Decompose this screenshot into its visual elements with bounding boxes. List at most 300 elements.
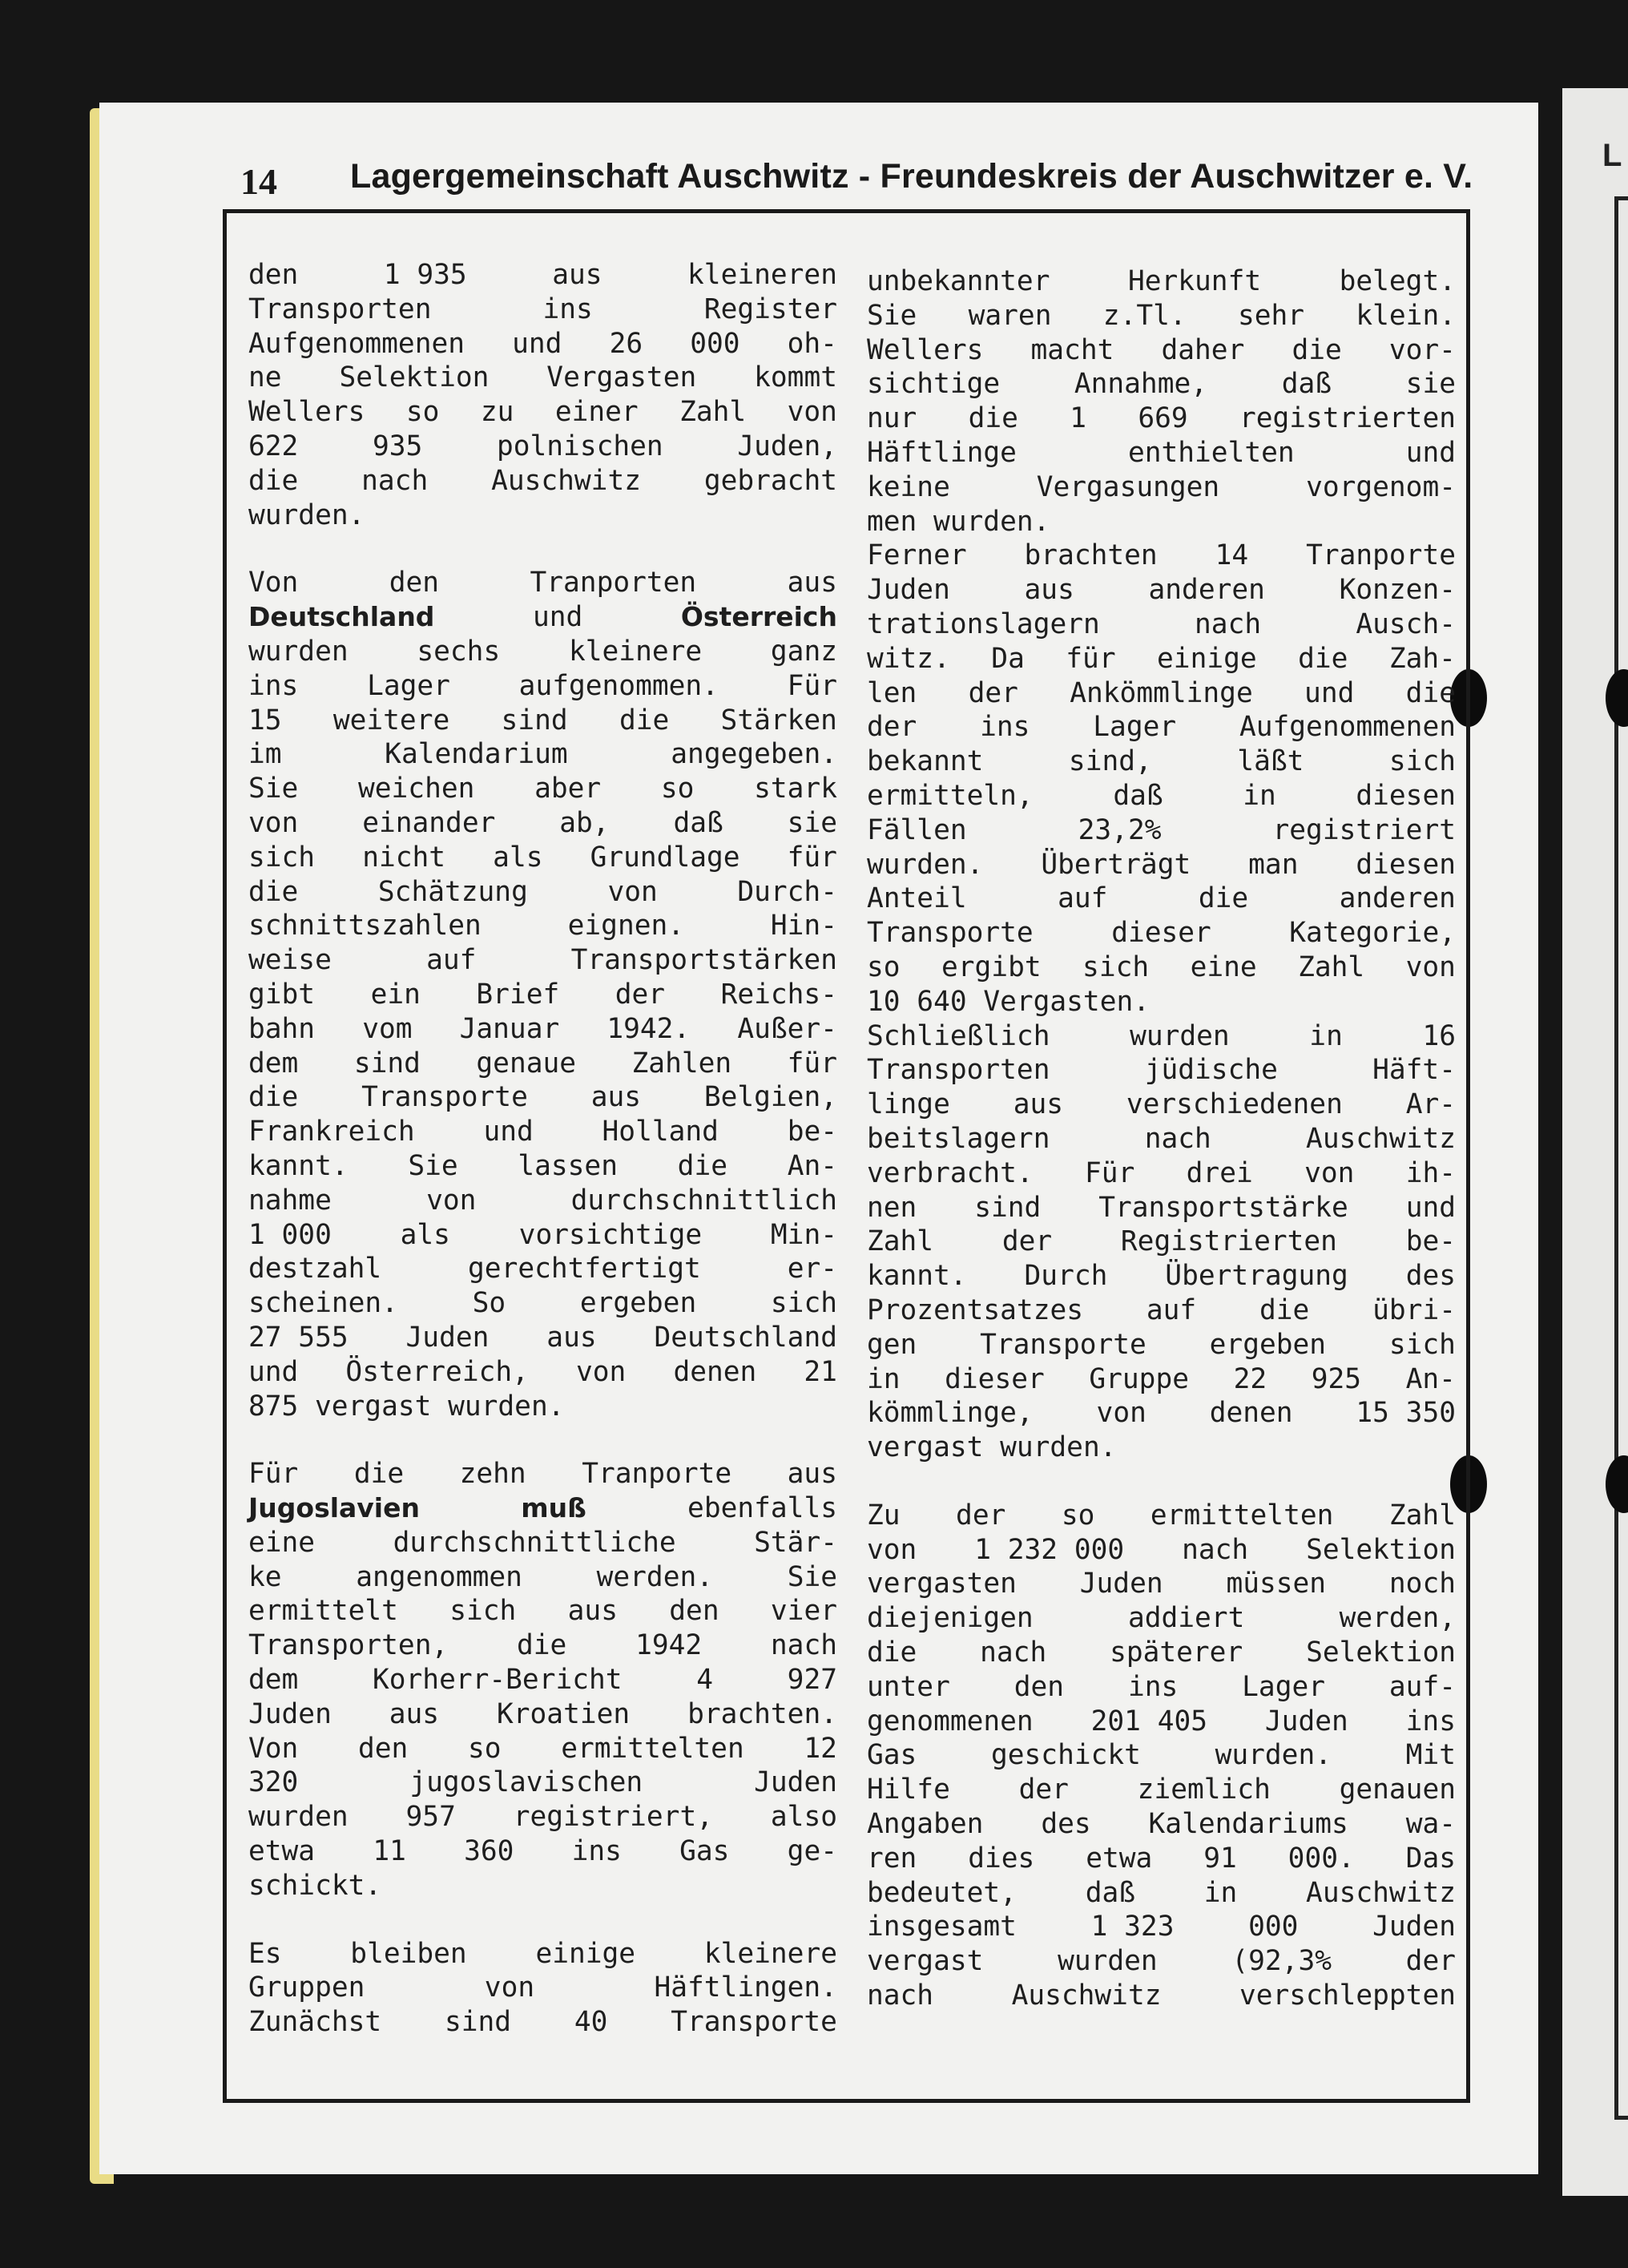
text-line: [248, 1252, 837, 1286]
word: unter: [867, 1670, 950, 1703]
word: Schätzung: [377, 875, 528, 908]
word: ins: [1127, 1670, 1179, 1703]
word: Sie: [787, 1560, 837, 1593]
word: 1942.: [606, 1012, 691, 1045]
word: von: [1096, 1397, 1146, 1430]
text-line: [248, 1834, 837, 1869]
text-line: [867, 779, 1456, 813]
word: muß: [521, 1492, 586, 1524]
word: Überträgt: [1041, 848, 1191, 881]
text-line: [248, 806, 837, 841]
word: von: [1405, 950, 1456, 983]
text-line: [867, 573, 1456, 607]
word: sich: [1082, 950, 1150, 983]
word: verschiedenen: [1126, 1088, 1343, 1121]
text-line: [248, 430, 837, 464]
word: und: [532, 601, 583, 634]
word: er-: [787, 1253, 837, 1285]
word: Selektion: [1306, 1533, 1456, 1566]
word: ermittelten: [1150, 1499, 1334, 1532]
word: Transporte: [867, 917, 1034, 950]
word: sind: [353, 1047, 421, 1080]
word: den: [389, 567, 440, 599]
word: genaue: [476, 1047, 577, 1080]
word: 16: [1422, 1019, 1456, 1052]
word: insgesamt: [867, 1911, 1017, 1943]
word: Lager: [367, 669, 450, 702]
word: auf: [426, 944, 477, 977]
word: denen: [673, 1355, 757, 1388]
word: wurden: [248, 1801, 349, 1834]
word: Von: [248, 567, 299, 599]
word: so: [1061, 1499, 1095, 1532]
word: brachten.: [687, 1697, 837, 1730]
text-line: [248, 1766, 837, 1800]
word: und: [483, 1116, 534, 1148]
word: Zahlen: [631, 1047, 732, 1080]
word: z.Tl.: [1102, 299, 1187, 332]
word: ke: [248, 1560, 282, 1593]
word: die: [248, 875, 299, 908]
word: Grundlage: [590, 841, 740, 874]
text-line: [867, 813, 1456, 848]
text-line: [867, 1293, 1456, 1328]
word: aus: [567, 1595, 618, 1628]
word: vom: [362, 1012, 413, 1045]
word: nach: [770, 1629, 837, 1662]
word: Ferner: [867, 539, 967, 572]
paragraph-gap: [248, 532, 837, 566]
word: men: [867, 505, 917, 538]
word: werden,: [1339, 1602, 1456, 1635]
text-line: [867, 985, 1456, 1019]
word: Korherr-Bericht: [372, 1664, 623, 1697]
word: be-: [1405, 1225, 1456, 1258]
word: ergeben: [1209, 1328, 1327, 1361]
text-line: [867, 1738, 1456, 1773]
word: Wellers: [867, 333, 984, 366]
word: be-: [787, 1116, 837, 1148]
text-line: [248, 1697, 837, 1732]
word: Tranporte: [582, 1458, 732, 1491]
word: ren: [867, 1842, 917, 1875]
word: angenommen: [356, 1560, 522, 1593]
paragraph-gap: [248, 1903, 837, 1937]
word: 4: [696, 1664, 713, 1697]
word: Sie: [248, 773, 299, 805]
word: nach: [361, 464, 429, 497]
word: für: [787, 841, 837, 874]
text-line: [867, 1670, 1456, 1705]
text-line: [248, 1628, 837, 1663]
word: Min-: [770, 1218, 837, 1251]
word: nach: [1195, 607, 1262, 640]
word: wurden: [1130, 1019, 1230, 1052]
word: kömmlinge,: [867, 1397, 1034, 1430]
text-line: [867, 299, 1456, 333]
word: in: [1203, 1876, 1238, 1909]
text-line: [867, 1910, 1456, 1944]
word: 1 000: [248, 1218, 332, 1251]
word: Tranporten: [530, 567, 697, 599]
word: Gas: [867, 1739, 917, 1772]
word: gebracht: [703, 464, 837, 497]
word: ein: [370, 978, 421, 1011]
text-line: [867, 1053, 1456, 1088]
text-line: [248, 704, 837, 738]
word: aus: [590, 1081, 641, 1114]
word: sind: [444, 2006, 512, 2039]
word: Hin-: [770, 910, 837, 942]
word: daß: [1281, 368, 1332, 401]
word: den: [358, 1732, 409, 1765]
text-line: [248, 1732, 837, 1766]
text-line: [248, 1800, 837, 1834]
word: sie: [1405, 368, 1456, 401]
word: und: [1405, 1191, 1456, 1224]
word: Ausch-: [1356, 607, 1456, 640]
word: Transporte: [671, 2006, 837, 2039]
word: geschickt: [990, 1739, 1141, 1772]
word: vergast: [867, 1431, 984, 1464]
word: Zahl: [679, 396, 747, 429]
text-line: [867, 1979, 1456, 2013]
word: ab,: [559, 806, 610, 839]
word: Außer-: [737, 1012, 837, 1045]
word: Lager: [1093, 711, 1177, 744]
word: so: [867, 950, 901, 983]
word: diejenigen: [867, 1602, 1034, 1635]
word: Österreich,: [345, 1355, 529, 1388]
word: wurden: [248, 635, 349, 668]
word: aus: [787, 567, 837, 599]
text-line: [248, 978, 837, 1012]
word: 14: [1215, 539, 1249, 572]
word: nur: [867, 402, 917, 435]
text-line: [867, 916, 1456, 950]
word: Fällen: [867, 813, 967, 846]
word: ergibt: [941, 950, 1042, 983]
word: aus: [1024, 574, 1074, 607]
word: angegeben.: [671, 738, 837, 771]
text-line: [867, 607, 1456, 642]
text-line: [867, 402, 1456, 436]
word: späterer: [1110, 1636, 1243, 1669]
text-line: [248, 327, 837, 361]
text-line: [867, 1019, 1456, 1054]
word: Gruppen: [248, 1971, 365, 2004]
word: An-: [1405, 1362, 1456, 1395]
word: der: [1405, 1945, 1456, 1978]
word: die: [619, 704, 670, 736]
word: Jugoslavien: [248, 1492, 420, 1524]
word: ins: [571, 1835, 622, 1868]
word: Herkunft: [1127, 265, 1262, 297]
word: Für: [787, 669, 837, 702]
word: Transporten,: [248, 1629, 449, 1662]
word: 201 405: [1090, 1705, 1208, 1737]
word: waren: [968, 299, 1052, 332]
text-line: [248, 1184, 837, 1218]
text-line: [867, 950, 1456, 985]
page-header: [240, 157, 1474, 213]
word: Zahl: [1298, 950, 1365, 983]
word: nen: [867, 1191, 917, 1224]
left-column: [248, 258, 837, 2040]
word: in: [1309, 1019, 1343, 1052]
word: für: [1066, 642, 1116, 675]
text-line: [867, 1533, 1456, 1568]
word: So: [472, 1287, 506, 1320]
word: sind,: [1068, 745, 1152, 778]
word: Holland: [602, 1116, 719, 1148]
word: Es: [248, 1937, 282, 1970]
word: eine: [1190, 950, 1257, 983]
word: zehn: [459, 1458, 526, 1491]
word: belegt.: [1339, 265, 1456, 297]
word: 27 555: [248, 1321, 349, 1354]
word: Für: [248, 1458, 299, 1491]
word: weise: [248, 944, 332, 977]
text-line: [867, 1396, 1456, 1431]
word: Annahme,: [1074, 368, 1208, 401]
word: der: [615, 978, 666, 1011]
word: Durch: [1024, 1260, 1108, 1293]
word: auf: [1058, 882, 1108, 915]
text-line: [248, 1526, 837, 1560]
word: etwa: [248, 1835, 316, 1868]
text-line: [248, 772, 837, 806]
word: 927: [787, 1664, 837, 1697]
text-line: [248, 1390, 837, 1424]
word: Vergasten: [546, 361, 697, 394]
word: Selektion: [1306, 1636, 1456, 1669]
word: auf-: [1388, 1670, 1456, 1703]
word: läßt: [1237, 745, 1304, 778]
word: sechs: [417, 635, 501, 668]
word: 40: [574, 2006, 608, 2039]
word: so: [405, 396, 440, 429]
word: Transportstärke: [1098, 1191, 1348, 1224]
word: Juden: [754, 1766, 837, 1799]
word: oh-: [787, 327, 837, 360]
word: 1942: [635, 1629, 703, 1662]
word: kommt: [754, 361, 837, 394]
word: übri-: [1372, 1293, 1456, 1326]
word: ermittelt: [248, 1595, 398, 1628]
text-line: [867, 505, 1456, 539]
word: Januar: [459, 1012, 560, 1045]
word: sichtige: [867, 368, 1001, 401]
word: anderen: [1148, 574, 1265, 607]
word: Schließlich: [867, 1019, 1050, 1052]
text-line: [867, 1122, 1456, 1156]
text-line: [248, 1115, 837, 1149]
word: dem: [248, 1664, 299, 1697]
word: so: [468, 1732, 502, 1765]
word: 935: [372, 430, 423, 462]
word: müssen: [1226, 1568, 1327, 1600]
word: 10 640: [867, 985, 967, 1018]
word: Kroatien: [496, 1697, 631, 1730]
word: schickt.: [248, 1869, 382, 1902]
text-line: [248, 1012, 837, 1047]
text-line: [867, 1636, 1456, 1670]
word: Transporten: [248, 293, 432, 325]
text-line: [248, 1594, 837, 1628]
word: weichen: [358, 773, 475, 805]
text-line: [248, 464, 837, 498]
word: die: [1198, 882, 1249, 915]
word: einander: [362, 806, 496, 839]
running-title: Lagergemeinschaft Auschwitz - Freundeskreis der Auschwitzer e. V.: [350, 157, 1473, 196]
word: kleineren: [687, 259, 837, 291]
word: die: [248, 1081, 299, 1114]
word: Selektion: [339, 361, 490, 394]
word: Prozentsatzes: [867, 1293, 1084, 1326]
text-line: [867, 1773, 1456, 1807]
word: so: [660, 773, 695, 805]
word: 12: [804, 1732, 837, 1765]
word: Wellers: [248, 396, 365, 429]
word: daher: [1161, 333, 1245, 366]
word: zu: [480, 396, 514, 429]
word: dem: [248, 1047, 299, 1080]
word: Register: [703, 293, 837, 325]
word: Zahl: [867, 1225, 934, 1258]
word: als: [400, 1218, 450, 1251]
word: vergasten: [867, 1568, 1017, 1600]
word: Ar-: [1405, 1088, 1456, 1121]
word: 1 323: [1090, 1911, 1175, 1943]
word: scheinen.: [248, 1287, 398, 1320]
word: durchschnittlich: [570, 1184, 837, 1217]
word: die: [1292, 333, 1342, 366]
word: diesen: [1356, 779, 1456, 812]
word: ins: [980, 711, 1030, 744]
text-line: [248, 1937, 837, 1971]
word: die: [248, 464, 299, 497]
text-line: [248, 1321, 837, 1355]
word: diesen: [1356, 848, 1456, 881]
text-line: [867, 1088, 1456, 1122]
word: Kalendariums: [1148, 1808, 1348, 1841]
word: der: [867, 711, 917, 744]
word: Sie: [408, 1149, 458, 1182]
word: Transportstärken: [570, 944, 837, 977]
word: Durch-: [737, 875, 837, 908]
word: Transporte: [361, 1081, 528, 1114]
text-line: [867, 642, 1456, 676]
text-line: [867, 1601, 1456, 1636]
word: Vergasungen: [1036, 470, 1220, 503]
word: verschleppten: [1239, 1979, 1456, 2012]
word: Juden,: [737, 430, 837, 462]
text-line: [867, 1567, 1456, 1601]
word: kleinere: [568, 635, 703, 668]
word: Für: [1085, 1156, 1135, 1189]
word: der: [1018, 1774, 1069, 1806]
word: registriert: [1272, 813, 1456, 846]
word: der: [956, 1499, 1006, 1532]
word: von: [426, 1184, 477, 1217]
paragraph-gap: [867, 1465, 1456, 1499]
text-line: [248, 1218, 837, 1253]
text-line: [248, 909, 837, 943]
word: sich: [1388, 1328, 1456, 1361]
word: 91: [1203, 1842, 1237, 1875]
word: lassen: [518, 1149, 618, 1182]
word: von: [576, 1355, 627, 1388]
word: vorsichtige: [518, 1218, 703, 1251]
text-line: [867, 1156, 1456, 1191]
word: An-: [787, 1149, 837, 1182]
word: 23,2%: [1078, 813, 1162, 846]
word: 1: [1070, 402, 1087, 435]
word: 22: [1233, 1362, 1267, 1395]
text-line: [248, 361, 837, 395]
word: Auschwitz: [491, 464, 641, 497]
word: bleiben: [350, 1937, 467, 1970]
text-line: [248, 737, 837, 772]
text-line: [248, 1047, 837, 1081]
word: Deutschland: [248, 601, 435, 633]
word: 26: [609, 327, 643, 360]
word: dieser: [1111, 917, 1211, 950]
word: daß: [1113, 779, 1163, 812]
word: wurden.: [867, 848, 984, 881]
word: Zah-: [1388, 642, 1456, 675]
word: werden.: [596, 1560, 714, 1593]
word: ins: [1405, 1705, 1456, 1737]
word: noch: [1388, 1568, 1456, 1600]
word: gibt: [248, 978, 316, 1011]
text-line: [248, 1869, 837, 1903]
word: die: [517, 1629, 567, 1662]
text-line: [248, 1286, 837, 1321]
text-line: [248, 1457, 837, 1491]
word: und: [512, 327, 562, 360]
text-line: [248, 1080, 837, 1115]
word: auf: [1146, 1293, 1197, 1326]
word: gen: [867, 1328, 917, 1361]
word: unbekannter: [867, 265, 1050, 297]
page-number: 14: [240, 161, 277, 202]
word: ergeben: [579, 1287, 697, 1320]
word: Tranporte: [1306, 539, 1456, 572]
word: vorgenom-: [1306, 470, 1456, 503]
text-line: [248, 395, 837, 430]
word: 957: [405, 1801, 456, 1834]
word: (92,3%: [1231, 1945, 1332, 1978]
word: sich: [248, 841, 316, 874]
word: trationslagern: [867, 607, 1100, 640]
word: den: [1013, 1670, 1065, 1703]
word: ermittelten: [561, 1732, 744, 1765]
word: ne: [248, 361, 282, 394]
word: die: [1298, 642, 1348, 675]
word: nicht: [362, 841, 446, 874]
word: Juden: [1079, 1568, 1163, 1600]
word: Da: [991, 642, 1025, 675]
word: von: [484, 1971, 535, 2004]
word: Übertragung: [1165, 1260, 1348, 1293]
word: genauen: [1339, 1774, 1456, 1806]
word: 15 350: [1356, 1397, 1456, 1430]
word: und: [1304, 676, 1355, 709]
word: im: [248, 738, 282, 771]
text-line: [867, 1842, 1456, 1876]
